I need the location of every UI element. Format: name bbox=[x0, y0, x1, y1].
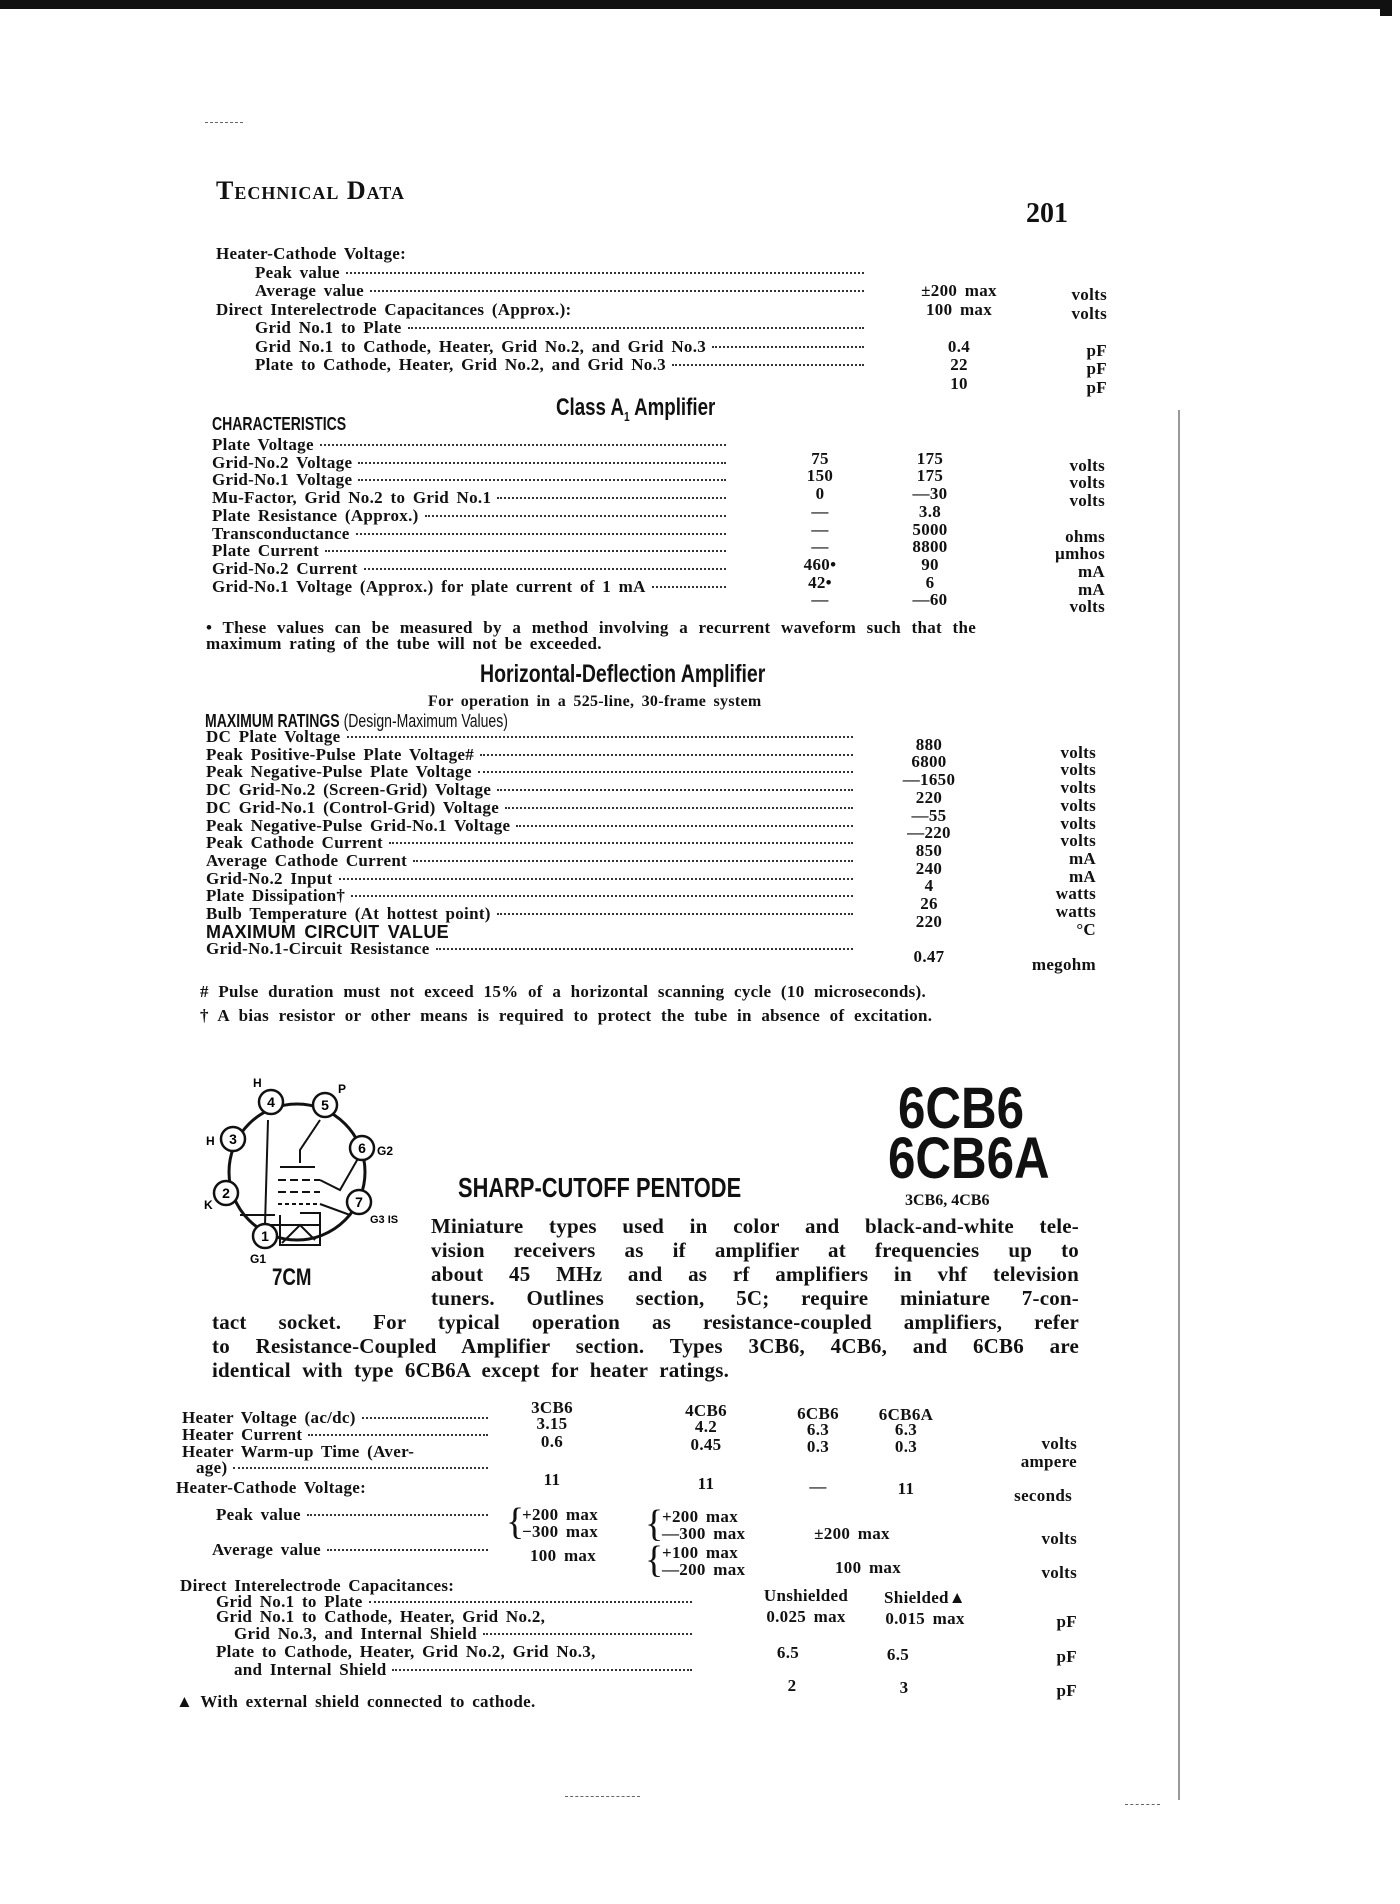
dot-leader bbox=[325, 550, 726, 552]
footnote-pulse-duration: # Pulse duration must not exceed 15% of a horizontal scanning cycle (10 microseconds). bbox=[200, 982, 927, 1001]
row-label bbox=[255, 355, 866, 375]
row-label bbox=[255, 281, 866, 301]
unit: pF bbox=[1056, 1647, 1077, 1666]
label: Mu-Factor, Grid No.2 to Grid No.1 bbox=[212, 488, 492, 508]
label: Average value bbox=[255, 281, 365, 300]
value-column-1: — bbox=[811, 501, 829, 521]
value: 3 bbox=[899, 1678, 909, 1697]
heading-text: Horizontal-Deflection Amplifier bbox=[480, 660, 766, 688]
label: DC Plate Voltage bbox=[206, 727, 341, 746]
label: Average Cathode Current bbox=[206, 850, 408, 870]
value-column-1: — bbox=[811, 590, 829, 610]
brace: { bbox=[645, 1503, 664, 1545]
cap-row-label-cont bbox=[234, 1624, 694, 1644]
svg-text:2: 2 bbox=[222, 1185, 230, 1201]
value: 100 max bbox=[925, 299, 993, 319]
tube-type-text: 6CB6 bbox=[898, 1076, 1025, 1141]
value: 4.2 bbox=[694, 1417, 718, 1436]
basing-code-text: 7CM bbox=[272, 1264, 312, 1291]
label: Heater-Cathode Voltage: bbox=[216, 244, 407, 263]
unit: volts bbox=[1041, 1434, 1077, 1453]
dot-leader bbox=[505, 807, 853, 809]
tube-type-secondary bbox=[888, 1126, 1078, 1191]
paragraph-line: vision receivers as if amplifier at frequencies up to bbox=[431, 1238, 1079, 1262]
row-label bbox=[255, 337, 866, 357]
label: Plate Voltage bbox=[212, 435, 314, 454]
value: —220 bbox=[907, 823, 951, 843]
dot-leader bbox=[672, 364, 864, 366]
basing-code bbox=[272, 1264, 323, 1292]
value: 0.015 max bbox=[885, 1609, 965, 1628]
value-column-1: — bbox=[811, 537, 829, 557]
footnote-bias-resistor: † A bias resistor or other means is required to protect the tube in absence of excitation. bbox=[200, 1006, 933, 1025]
value: —300 max bbox=[662, 1524, 746, 1543]
unit: mA bbox=[1077, 561, 1105, 581]
column-header-shielded: Shielded▲ bbox=[884, 1588, 966, 1607]
row-label bbox=[216, 300, 816, 320]
page-top-border-corner bbox=[1380, 0, 1392, 16]
unit: volts bbox=[1041, 1563, 1077, 1582]
average-value-label bbox=[212, 1540, 490, 1560]
value-column-2: 8800 bbox=[912, 537, 948, 557]
label: Grid No.1 to Cathode, Heater, Grid No.2, and Grid No.3 bbox=[255, 336, 707, 356]
label: Plate to Cathode, Heater, Grid No.2, and Grid No.3 bbox=[255, 355, 666, 374]
pin-3 bbox=[221, 1127, 245, 1151]
label: Average value bbox=[212, 1540, 322, 1559]
value-column-1: — bbox=[811, 519, 829, 539]
heading-text: CHARACTERISTICS bbox=[212, 414, 347, 434]
value: 100 max bbox=[529, 1546, 597, 1565]
footnote-recurrent-waveform: • These values can be measured by a method involving a recurrent waveform such that the bbox=[206, 618, 977, 637]
value: ±200 max bbox=[921, 281, 997, 300]
label: Plate Dissipation† bbox=[206, 886, 346, 906]
label: DC Grid-No.2 (Screen-Grid) Voltage bbox=[206, 780, 492, 800]
column-header-6cb6a: 6CB6A bbox=[878, 1405, 934, 1424]
label: Direct Interelectrode Capacitances (Approx.): bbox=[216, 299, 572, 319]
svg-text:4: 4 bbox=[267, 1094, 275, 1110]
dot-leader bbox=[308, 1434, 488, 1436]
pin-label: K bbox=[204, 1198, 213, 1212]
dot-leader bbox=[339, 878, 853, 880]
value-column-2: —30 bbox=[912, 484, 948, 504]
characteristics-heading bbox=[212, 414, 384, 435]
value: 11 bbox=[897, 1479, 915, 1498]
horizontal-deflection-subtitle: For operation in a 525-line, 30-frame system bbox=[428, 693, 762, 710]
dot-leader bbox=[392, 1669, 692, 1671]
heading-text: SHARP-CUTOFF PENTODE bbox=[458, 1172, 742, 1203]
row-label bbox=[216, 244, 816, 264]
value: —200 max bbox=[662, 1560, 746, 1579]
label: Grid No.1 to Plate bbox=[216, 1592, 363, 1611]
dot-leader bbox=[351, 895, 853, 897]
class-a1-heading bbox=[556, 394, 760, 424]
label: DC Grid-No.1 (Control-Grid) Voltage bbox=[206, 797, 500, 817]
unit: ampere bbox=[1020, 1452, 1077, 1471]
label: Grid No.3, and Internal Shield bbox=[234, 1624, 477, 1643]
dot-leader bbox=[497, 497, 726, 499]
unit: volts bbox=[1041, 1529, 1077, 1548]
value-column-2: 5000 bbox=[912, 519, 948, 539]
value: 220 bbox=[915, 787, 943, 807]
tube-description-paragraph-cont bbox=[212, 1310, 1079, 1382]
dot-leader bbox=[327, 1549, 488, 1551]
svg-text:1: 1 bbox=[261, 1228, 269, 1244]
dot-leader bbox=[307, 1514, 488, 1516]
value: 6800 bbox=[911, 752, 947, 772]
tube-type-text: 6CB6A bbox=[888, 1126, 1050, 1191]
unit: pF bbox=[1086, 359, 1107, 378]
value: 6.3 bbox=[806, 1420, 830, 1439]
pin-label: G2 bbox=[377, 1144, 394, 1158]
paragraph-line: identical with type 6CB6A except for heater ratings. bbox=[212, 1358, 730, 1382]
label: Grid-No.2 Voltage bbox=[212, 452, 353, 472]
value: 6.5 bbox=[776, 1643, 800, 1662]
value: 3.15 bbox=[536, 1414, 568, 1433]
dot-leader bbox=[233, 1467, 488, 1469]
value: 880 bbox=[915, 734, 943, 754]
paragraph-line: about 45 MHz and as rf amplifiers in vhf television bbox=[431, 1262, 1079, 1286]
label: Plate Resistance (Approx.) bbox=[212, 505, 419, 525]
dot-leader bbox=[652, 586, 726, 588]
svg-text:7: 7 bbox=[355, 1194, 363, 1210]
dot-leader bbox=[483, 1633, 692, 1635]
scan-mark bbox=[205, 122, 243, 123]
label: Heater Voltage (ac/dc) bbox=[182, 1408, 356, 1427]
dot-leader bbox=[370, 290, 864, 292]
value: 22 bbox=[950, 355, 968, 374]
value: 0.47 bbox=[913, 947, 945, 967]
dot-leader bbox=[497, 913, 853, 915]
unit: volts bbox=[1069, 597, 1105, 617]
value: 11 bbox=[697, 1474, 715, 1493]
dot-leader bbox=[389, 842, 853, 844]
value: —1650 bbox=[902, 770, 956, 790]
column-header-3cb6: 3CB6 bbox=[531, 1398, 573, 1417]
value-column-2: 3.8 bbox=[918, 501, 942, 521]
cap-row-label: Grid No.1 to Cathode, Heater, Grid No.2, bbox=[216, 1607, 546, 1626]
label: Peak Positive-Pulse Plate Voltage# bbox=[206, 744, 475, 764]
value: 0.45 bbox=[690, 1435, 722, 1454]
label: Bulb Temperature (At hottest point) bbox=[206, 904, 491, 923]
label: MAXIMUM CIRCUIT VALUE bbox=[206, 921, 449, 942]
pin-label: H bbox=[206, 1134, 215, 1148]
tube-description-heading bbox=[458, 1172, 821, 1204]
dot-leader bbox=[369, 1601, 692, 1603]
unit: volts bbox=[1069, 491, 1105, 511]
label: Peak value bbox=[255, 262, 340, 282]
column-header-4cb6: 4CB6 bbox=[685, 1401, 727, 1420]
dot-leader bbox=[358, 479, 726, 481]
unit: volts bbox=[1060, 778, 1096, 798]
unit: mA bbox=[1068, 866, 1096, 886]
cap-row-label-cont bbox=[234, 1660, 694, 1680]
scan-mark bbox=[1125, 1804, 1160, 1805]
value: 0.4 bbox=[947, 336, 971, 356]
dot-leader bbox=[436, 948, 853, 950]
value: 2 bbox=[787, 1676, 797, 1695]
unit: µmhos bbox=[1054, 544, 1105, 564]
value: 0.025 max bbox=[766, 1607, 846, 1626]
value: +100 max bbox=[662, 1543, 738, 1562]
paragraph-line: tact socket. For typical operation as resistance-coupled amplifiers, refer bbox=[212, 1310, 1079, 1334]
dot-leader bbox=[320, 444, 726, 446]
dot-leader bbox=[516, 825, 853, 827]
unit: ohms bbox=[1065, 526, 1105, 546]
heading-text: MAXIMUM RATINGS bbox=[205, 711, 340, 731]
row-label bbox=[255, 318, 866, 338]
row-label bbox=[255, 263, 866, 283]
dot-leader bbox=[712, 346, 864, 348]
unit: volts bbox=[1060, 795, 1096, 815]
label: Grid-No.1 Voltage (Approx.) for plate current of 1 mA bbox=[212, 576, 646, 596]
dot-leader bbox=[497, 789, 853, 791]
row-label bbox=[206, 939, 855, 959]
unit: volts bbox=[1060, 813, 1096, 833]
pin-5 bbox=[313, 1093, 337, 1117]
peak-value-label bbox=[216, 1505, 490, 1525]
label: and Internal Shield bbox=[234, 1660, 387, 1679]
heading-text: Class A bbox=[556, 394, 624, 421]
pin-label: H bbox=[253, 1076, 262, 1090]
pin-label: P bbox=[338, 1082, 347, 1096]
warmup-label: Heater Warm-up Time (Aver- bbox=[182, 1442, 415, 1461]
cap-row-label: Plate to Cathode, Heater, Grid No.2, Grid No.3, bbox=[216, 1642, 596, 1661]
value-column-1: 75 bbox=[811, 448, 829, 468]
unit: watts bbox=[1055, 902, 1096, 921]
value-column-2: 6 bbox=[925, 572, 935, 592]
value: 0.3 bbox=[894, 1437, 918, 1456]
tube-description-paragraph bbox=[431, 1214, 1079, 1310]
pin-1 bbox=[253, 1224, 277, 1248]
brace: { bbox=[645, 1539, 664, 1581]
unit: volts bbox=[1071, 285, 1107, 304]
dot-leader bbox=[346, 272, 864, 274]
unit: megohm bbox=[1031, 955, 1096, 975]
label: Peak value bbox=[216, 1505, 301, 1524]
unit: mA bbox=[1068, 848, 1096, 868]
pin-4 bbox=[259, 1090, 283, 1114]
svg-text:3: 3 bbox=[229, 1131, 237, 1147]
value: —55 bbox=[911, 805, 947, 825]
label: Grid No.1 to Plate bbox=[255, 318, 402, 337]
dot-leader bbox=[480, 754, 853, 756]
unit: volts bbox=[1071, 303, 1107, 323]
svg-text:5: 5 bbox=[321, 1097, 329, 1113]
unit: pF bbox=[1086, 340, 1107, 360]
dot-leader bbox=[413, 860, 853, 862]
column-header-6cb6: 6CB6 bbox=[797, 1404, 839, 1423]
value: 10 bbox=[950, 373, 968, 393]
dot-leader bbox=[425, 515, 726, 517]
unit: °C bbox=[1076, 919, 1096, 939]
page-binding-line bbox=[1178, 410, 1180, 1800]
value-column-1: 0 bbox=[815, 484, 825, 504]
dot-leader bbox=[362, 1417, 488, 1419]
value: 0.6 bbox=[540, 1432, 564, 1451]
pin-2 bbox=[214, 1181, 238, 1205]
value-column-2: —60 bbox=[912, 590, 948, 610]
heading-text: Amplifier bbox=[629, 394, 716, 421]
unit: watts bbox=[1055, 884, 1096, 904]
unit: pF bbox=[1086, 377, 1107, 397]
basing-diagram bbox=[190, 1075, 420, 1275]
value: ±200 max bbox=[814, 1524, 890, 1543]
label: Transconductance bbox=[212, 523, 350, 543]
label: Grid-No.1-Circuit Resistance bbox=[206, 939, 430, 959]
unit: pF bbox=[1056, 1681, 1077, 1700]
dot-leader bbox=[408, 327, 864, 329]
value-column-2: 175 bbox=[916, 466, 944, 486]
pin-label: G3 IS bbox=[370, 1214, 399, 1226]
unit: volts bbox=[1060, 831, 1096, 851]
page-top-border bbox=[0, 0, 1385, 9]
value: 6.5 bbox=[886, 1645, 910, 1664]
value: 100 max bbox=[834, 1558, 902, 1577]
capacitances-label: Direct Interelectrode Capacitances: bbox=[180, 1576, 455, 1595]
value: +200 max bbox=[522, 1505, 598, 1524]
pin-6 bbox=[350, 1136, 374, 1160]
value-column-1: 460• bbox=[803, 554, 837, 574]
heading-subscript: 1 bbox=[623, 408, 630, 424]
unit: pF bbox=[1056, 1612, 1077, 1631]
pin-7 bbox=[347, 1190, 371, 1214]
warmup-label-cont bbox=[196, 1458, 490, 1478]
label: Plate Current bbox=[212, 541, 320, 561]
value: −300 max bbox=[522, 1522, 598, 1541]
brace: { bbox=[506, 1501, 525, 1543]
value: 26 bbox=[920, 894, 938, 913]
horizontal-deflection-heading bbox=[480, 660, 846, 689]
value-column-2: 175 bbox=[916, 448, 944, 468]
envelope-circle bbox=[229, 1104, 365, 1240]
dot-leader bbox=[364, 568, 726, 570]
label: Peak Cathode Current bbox=[206, 833, 383, 853]
value: 850 bbox=[915, 840, 943, 860]
label: Heater Current bbox=[182, 1425, 303, 1444]
value: 11 bbox=[543, 1470, 561, 1489]
label: Peak Negative-Pulse Grid-No.1 Voltage bbox=[206, 815, 511, 835]
footnote-recurrent-waveform-cont: maximum rating of the tube will not be exceeded. bbox=[206, 634, 602, 653]
dot-leader bbox=[478, 771, 853, 773]
value: — bbox=[809, 1477, 827, 1496]
dot-leader bbox=[356, 533, 726, 535]
unit: volts bbox=[1060, 742, 1096, 762]
row-label bbox=[212, 577, 728, 597]
dot-leader bbox=[358, 462, 726, 464]
running-header-title: Technical Data bbox=[216, 176, 405, 205]
value: 220 bbox=[915, 911, 943, 931]
label: Grid-No.1 Voltage bbox=[212, 470, 353, 490]
unit: mA bbox=[1077, 579, 1105, 599]
unit: seconds bbox=[1014, 1486, 1072, 1505]
related-tube-types: 3CB6, 4CB6 bbox=[905, 1192, 990, 1209]
value: 6.3 bbox=[894, 1420, 918, 1439]
heater-cathode-voltage-label: Heater-Cathode Voltage: bbox=[176, 1478, 367, 1497]
unit: volts bbox=[1069, 455, 1105, 475]
value: 240 bbox=[915, 858, 943, 878]
label: Peak Negative-Pulse Plate Voltage bbox=[206, 762, 472, 782]
value: 0.3 bbox=[806, 1437, 830, 1456]
paragraph-line: tuners. Outlines section, 5C; require miniature 7-con- bbox=[431, 1286, 1079, 1310]
unit: volts bbox=[1069, 473, 1105, 493]
paragraph-line: Miniature types used in color and black-and-white tele- bbox=[431, 1214, 1079, 1238]
value: 4 bbox=[924, 876, 934, 896]
value-column-1: 42• bbox=[808, 572, 832, 592]
scan-mark bbox=[565, 1796, 640, 1797]
footnote-external-shield: ▲ With external shield connected to cathode. bbox=[176, 1692, 536, 1711]
unit: volts bbox=[1060, 760, 1096, 780]
page-number: 201 bbox=[1026, 198, 1068, 229]
value-column-1: 150 bbox=[806, 466, 834, 486]
heading-note: (Design-Maximum Values) bbox=[339, 711, 508, 731]
paragraph-line: to Resistance-Coupled Amplifier section. Types 3CB6, 4CB6, and 6CB6 are bbox=[212, 1334, 1079, 1358]
label: age) bbox=[196, 1458, 228, 1477]
value: +200 max bbox=[662, 1507, 738, 1526]
column-header-unshielded: Unshielded bbox=[763, 1586, 849, 1605]
value-column-2: 90 bbox=[921, 554, 939, 574]
pin-label: G1 bbox=[250, 1252, 267, 1266]
label: Grid-No.2 Current bbox=[212, 558, 358, 578]
label: Grid-No.2 Input bbox=[206, 868, 333, 888]
svg-text:6: 6 bbox=[358, 1140, 366, 1156]
dot-leader bbox=[347, 736, 853, 738]
